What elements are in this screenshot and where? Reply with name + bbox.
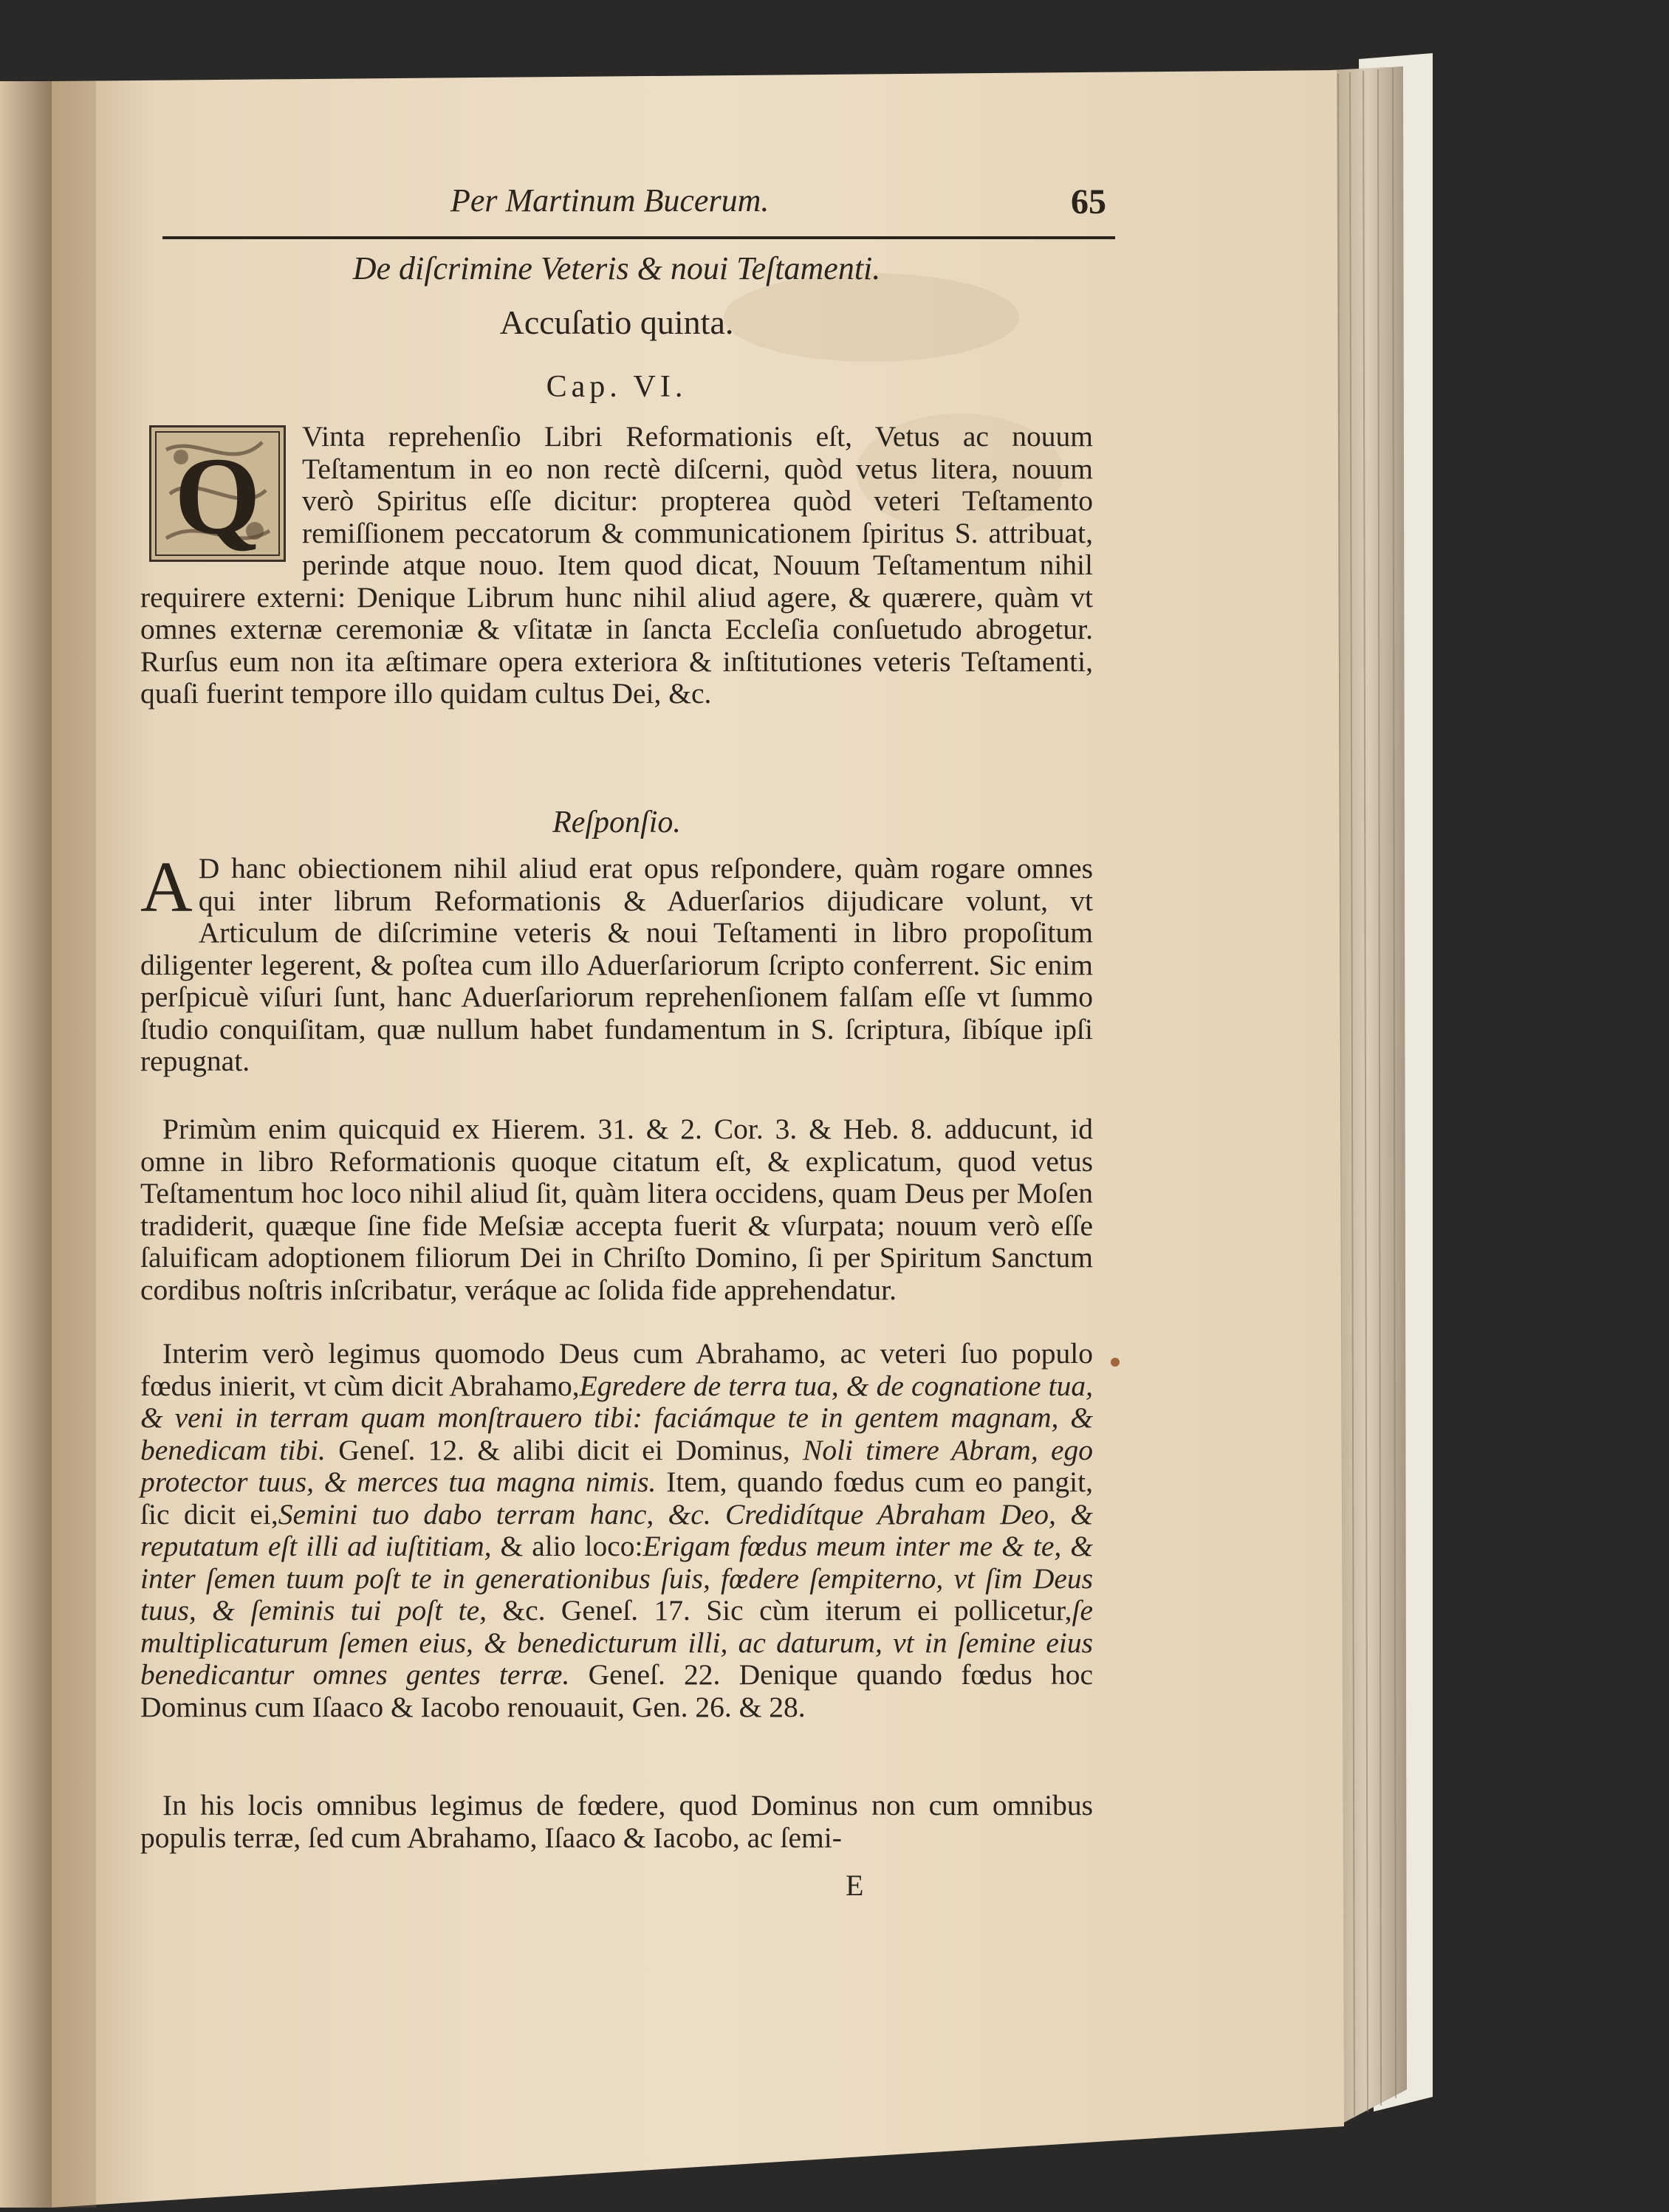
paragraph-in-his-locis (140, 1790, 1093, 1854)
paragraph-interim (140, 1338, 1093, 1723)
ornamental-initial (149, 425, 286, 562)
paragraph-response (140, 848, 1093, 1078)
text-segment: Item, quando fœdus cum eo pangit, ſic dicit ei, (140, 1466, 1093, 1531)
quotation: Noli timere Abram, ego protector tuus, & merces tua magna nimis. (140, 1433, 1093, 1498)
text-segment: Geneſ. 12. & alibi dicit ei Dominus, (338, 1433, 790, 1466)
text-segment: Geneſ. 22. Denique quando fœdus hoc Dominus cum Iſaaco & Iacobo renouauit, Gen. 26. & 28. (140, 1658, 1094, 1723)
quotation: Egredere de terra tua, & de cognatione tua, & veni in terram quam monſtrauero tibi: faciámque te in gentem magnam, & benedicam tibi. (140, 1369, 1093, 1466)
running-head (140, 182, 1106, 226)
text-segment: Interim verò legimus quomodo Deus cum Abrahamo, ac veteri ſuo populo fœdus inierit, vt cùm dicit Abrahamo, (140, 1337, 1093, 1402)
header-rule (162, 236, 1115, 239)
left-page-edge (0, 81, 52, 2208)
page-number: 65 (1071, 182, 1106, 221)
signature-mark: E (846, 1869, 864, 1902)
paragraph-accusation (140, 421, 1093, 710)
responsio-heading: Reſponſio. (552, 806, 681, 839)
running-title: Per Martinum Bucerum. (450, 182, 770, 219)
paragraph-primum (140, 1113, 1093, 1306)
section-title: De diſcrimine Veteris & noui Teſtamenti. (352, 250, 881, 286)
paragraph-text: Primùm enim quicquid ex Hierem. 31. & 2. Cor. 3. & Heb. 8. adducunt, id omne in libro Reformationis quoque citatum eſt, & explicatum, quod vetus Teſtamentum hoc loco nihil aliud ſit, quàm litera occidens, quam Deus per Moſen tradiderit, quæque ſine fide Meſsiæ accepta fuerit & vſurpata; nouum verò eſſe ſaluificam adoptionem filiorum Dei in Chriſto Domino, ſi per Spiritum Sanctum cordibus noſtris inſcribatur, veráque ac ſolida fide apprehendatur. (140, 1113, 1093, 1306)
paragraph-text: In his locis omnibus legimus de fœdere, quod Dominus non cum omnibus populis terræ, ſed cum Abrahamo, Iſaaco & Iacobo, ac ſemi- (140, 1789, 1093, 1854)
quotation: ſe multiplicaturum ſemen eius, & benedicturum illi, ac daturum, vt in ſemine eius benedicantur omnes gentes terræ. (140, 1594, 1094, 1691)
initial-letter: A (140, 848, 193, 927)
quotation: Semini tuo dabo terram hanc, &c. Credidítque Abraham Deo, & reputatum eſt illi ad iuſtitiam, (140, 1497, 1093, 1562)
paragraph-text: D hanc obiectionem nihil aliud erat opus reſpondere, quàm rogare omnes qui inter librum Reformationis & Aduerſarios dijudicare volunt, vt Articulum de diſcrimine veteris & noui Teſtamenti in libro propoſitum diligenter legerent, & poſtea cum illo Aduerſariorum ſcripto conferrent. Sic enim perſpicuè viſuri ſunt, hanc Aduerſariorum reprehenſionem falſam eſſe vt ſummo ſtudio conquiſitam, quæ nullum habet fundamentum in S. ſcriptura, ſibíque ipſi repugnat. (140, 852, 1093, 1077)
chapter-heading: Cap. VI. (546, 370, 688, 404)
accusatio-heading: Accuſatio quinta. (499, 303, 734, 341)
dropcap-letter: Q (174, 435, 261, 557)
paragraph-text: Vinta reprehenſio Libri Reformationis eſt, Vetus ac nouum Teſtamentum in eo non rectè diſcerni, quòd vetus litera, nouum verò Spiritus eſſe dicitur: propterea quòd veteri Teſtamento remiſſionem peccatorum & communicationem ſpiritus S. attribuat, perinde atque nouo. Item quod dicat, Nouum Teſtamentum nihil requirere externi: Denique Librum hunc nihil aliud agere, & quærere, quàm vt omnes externæ ceremoniæ & vſitatæ in ſancta Eccleſia conſuetudo abrogetur. Rurſus eum non ita æſtimare opera exteriora & inſtitutiones veteris Teſtamenti, quaſi fuerint tempore illo quidam cultus Dei, &c. (140, 420, 1093, 710)
text-segment: & alio loco: (500, 1530, 643, 1562)
quotation: Erigam fœdus meum inter me & te, & inter ſemen tuum poſt te in generationibus ſuis, fœdere ſempiterno, vt ſim Deus tuus, & ſeminis tui poſt te, (140, 1530, 1093, 1627)
text-segment: &c. Geneſ. 17. Sic cùm iterum ei pollicetur, (502, 1594, 1072, 1627)
